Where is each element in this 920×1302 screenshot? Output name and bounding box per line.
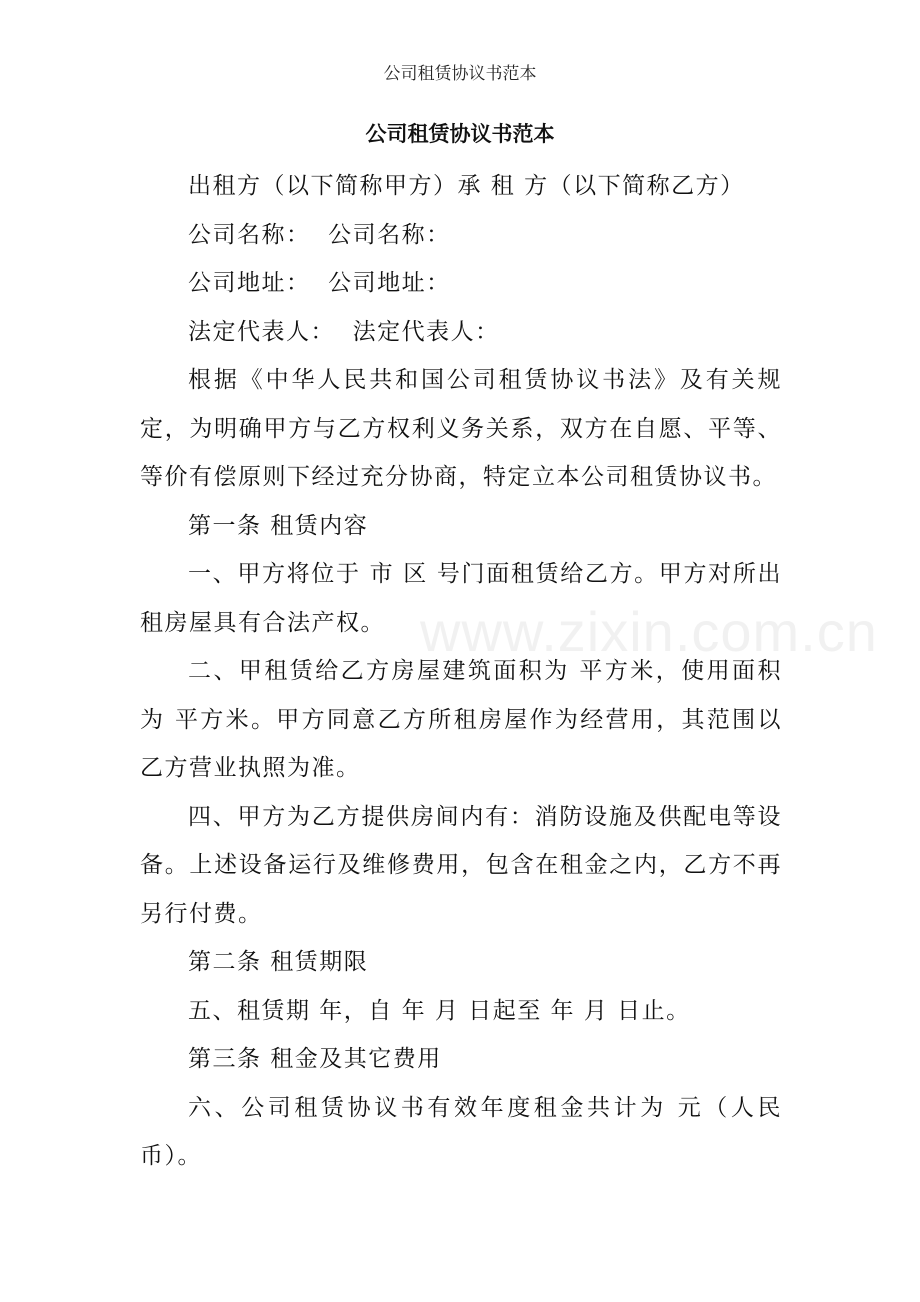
clause-4: 四、甲方为乙方提供房间内有：消防设施及供配电等设备。上述设备运行及维修费用，包含在租金之内，乙方不再另行付费。 [140, 803, 782, 927]
paragraph-legal-representative: 法定代表人： 法定代表人： [188, 318, 500, 345]
document-body [140, 162, 782, 1181]
paragraph-company-name: 公司名称： 公司名称： [188, 221, 451, 248]
paragraph-company-address: 公司地址： 公司地址： [188, 270, 451, 296]
document-title: 公司租赁协议书范本 [365, 121, 555, 146]
paragraph-preamble: 根据《中华人民共和国公司租赁协议书法》及有关规定，为明确甲方与乙方权利义务关系，双方在自愿、平等、等价有偿原则下经过充分协商，特定立本公司租赁协议书。 [140, 367, 782, 490]
clause-5: 五、租赁期 年，自 年 月 日起至 年 月 日止。 [188, 997, 691, 1024]
clause-6: 六、公司租赁协议书有效年度租金共计为 元（人民币）。 [140, 1094, 782, 1169]
article-3-heading: 第三条 租金及其它费用 [188, 1046, 442, 1072]
clause-2: 二、甲租赁给乙方房屋建筑面积为 平方米，使用面积为 平方米。甲方同意乙方所租房屋作为经营用，其范围以乙方营业执照为准。 [140, 658, 782, 781]
watermark: www.zixin.com.cn [420, 600, 878, 663]
article-1-heading: 第一条 租赁内容 [188, 512, 369, 539]
running-header: 公司租赁协议书范本 [383, 64, 537, 84]
article-2-heading: 第二条 租赁期限 [188, 949, 369, 975]
clause-1: 一、甲方将位于 市 区 号门面租赁给乙方。甲方对所出租房屋具有合法产权。 [140, 561, 782, 636]
paragraph-parties: 出租方（以下简称甲方）承 租 方（以下简称乙方） [188, 173, 745, 199]
